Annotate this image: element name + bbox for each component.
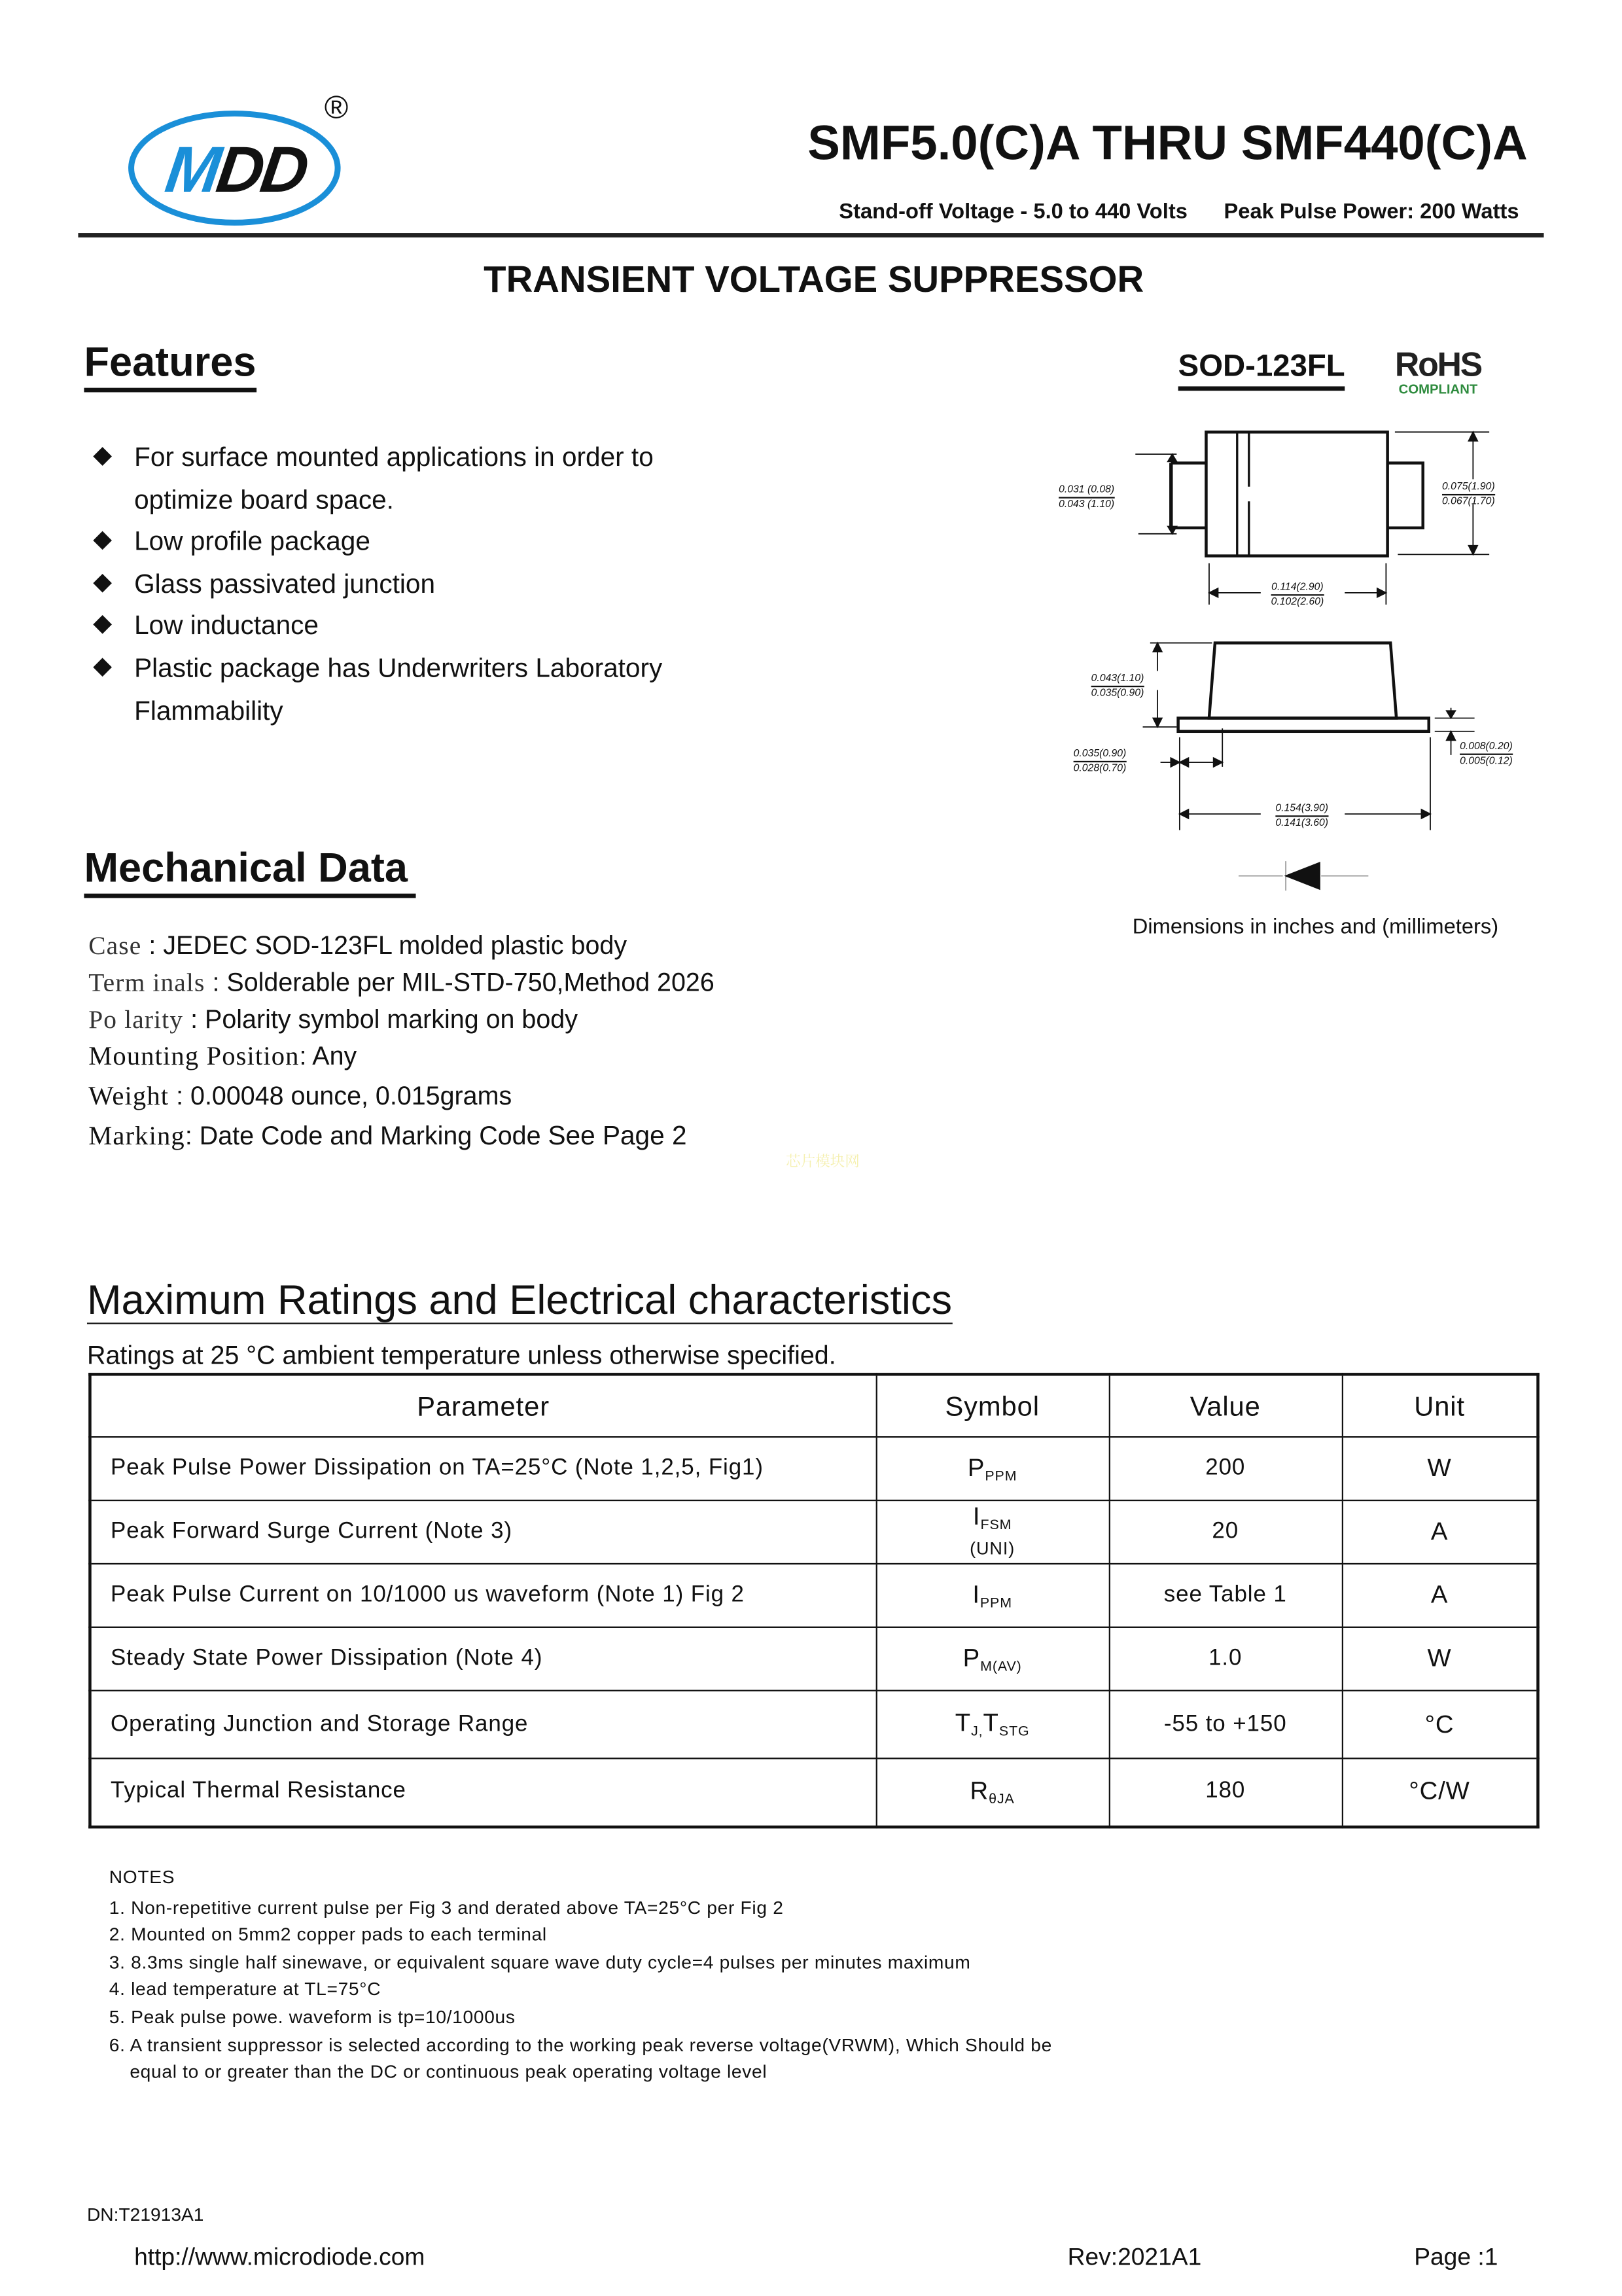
mech-row-case: Case : JEDEC SOD-123FL molded plastic body (88, 930, 627, 961)
ratings-heading: Maximum Ratings and Electrical characteristics (87, 1277, 952, 1324)
col-header-symbol: Symbol (876, 1374, 1109, 1437)
feature-item: Glass passivated junction (87, 563, 721, 605)
revision: Rev:2021A1 (1067, 2244, 1202, 2271)
mech-row-marking: Marking: Date Code and Marking Code See Page 2 (88, 1120, 687, 1150)
document-title: SMF5.0(C)A THRU SMF440(C)A (807, 115, 1528, 170)
ratings-table (88, 1373, 1540, 1828)
symbol-cell: $I_{FSM}$ (UNI) (876, 1500, 1109, 1564)
registered-mark: ® (324, 88, 349, 126)
dim-total-length: 0.154(3.90) 0.141(3.60) (1275, 802, 1328, 830)
col-header-value: Value (1109, 1374, 1342, 1437)
mechanical-list (88, 928, 714, 1155)
note-item: 1. Non-repetitive current pulse per Fig 3 and derated above TA=25°C per Fig 2 (109, 1897, 784, 1918)
rohs-logo: RoHS COMPLIANT (1394, 345, 1482, 397)
standoff-voltage: Stand-off Voltage - 5.0 to 440 Volts (839, 200, 1188, 224)
features-list (87, 436, 721, 732)
symbol-cell: $T_{J,}T_{STG}$ (876, 1691, 1109, 1759)
document-number: DN:T21913A1 (86, 2204, 204, 2225)
col-header-parameter: Parameter (90, 1374, 875, 1437)
header-rule (78, 233, 1543, 238)
table-row: Peak Pulse Current on 10/1000 us waveform (Note 1) Fig 2 $I_{PPM}$ see Table 1 A (90, 1564, 1538, 1627)
mech-row-terminals: Term inals : Solderable per MIL-STD-750,Method 2026 (88, 967, 714, 997)
dim-body-height: 0.075(1.90) 0.067(1.70) (1442, 481, 1495, 509)
watermark: 芯片模块网 (786, 1154, 860, 1171)
dim-lead-thickness: 0.008(0.20) 0.005(0.12) (1460, 740, 1513, 768)
mech-row-weight: Weight : 0.00048 ounce, 0.015grams (88, 1080, 512, 1110)
table-row: Peak Forward Surge Current (Note 3) $I_{FSM}$ (UNI) 20 A (90, 1500, 1538, 1564)
note-item: 5. Peak pulse powe. waveform is tp=10/1000us (109, 2007, 516, 2028)
symbol-cell: $I_{PPM}$ (876, 1564, 1109, 1627)
peak-pulse-power: Peak Pulse Power: 200 Watts (1224, 200, 1519, 224)
symbol-cell: $P_{M(AV)}$ (876, 1627, 1109, 1691)
feature-item: For surface mounted applications in order to optimize board space. (87, 436, 721, 521)
note-item: equal to or greater than the DC or continuous peak operating voltage level (130, 2061, 767, 2083)
diamond-bullet-icon (93, 447, 112, 466)
diamond-bullet-icon (93, 658, 112, 677)
table-row: Operating Junction and Storage Range $T_{J,}T_{STG}$ -55 to +150 °C (90, 1691, 1538, 1759)
svg-text:MDD: MDD (161, 133, 311, 206)
table-row: Peak Pulse Power Dissipation on TA=25°C (Note 1,2,5, Fig1) $P_{PPM}$ 200 W (90, 1437, 1538, 1500)
note-item: 2. Mounted on 5mm2 copper pads to each terminal (109, 1924, 547, 1945)
website-link[interactable]: http://www.microdiode.com (134, 2244, 425, 2271)
feature-item: Low profile package (87, 521, 721, 563)
features-heading: Features (84, 338, 256, 392)
table-row: Typical Thermal Resistance $R_{\theta JA}$ 180 °C/W (90, 1758, 1538, 1826)
mech-row-polarity: Po larity : Polarity symbol marking on body (88, 1004, 578, 1034)
package-name: SOD-123FL (1178, 347, 1345, 391)
notes-heading: NOTES (109, 1867, 175, 1888)
notes (109, 1864, 1052, 2087)
table-row: Steady State Power Dissipation (Note 4) $P_{M(AV)}$ 1.0 W (90, 1627, 1538, 1691)
diamond-bullet-icon (93, 616, 112, 635)
dim-height: 0.043(1.10) 0.035(0.90) (1091, 673, 1144, 701)
dimensions-caption: Dimensions in inches and (millimeters) (1132, 915, 1499, 940)
symbol-cell: $R_{\theta JA}$ (876, 1758, 1109, 1826)
note-item: 4. lead temperature at TL=75°C (109, 1979, 381, 2000)
diamond-bullet-icon (93, 573, 112, 592)
feature-item: Low inductance (87, 605, 721, 647)
table-header-row (90, 1374, 1538, 1437)
note-item: 6. A transient suppressor is selected according to the working peak reverse voltage(VRWM), Which Should be (109, 2034, 1052, 2055)
col-header-unit: Unit (1342, 1374, 1538, 1437)
mech-row-mounting: Mounting Position: Any (88, 1041, 357, 1071)
feature-item: Plastic package has Underwriters Laboratory Flammability (87, 647, 721, 732)
symbol-cell: $P_{PPM}$ (876, 1437, 1109, 1500)
ratings-note: Ratings at 25 °C ambient temperature unless otherwise specified. (86, 1340, 836, 1370)
dim-lead-length: 0.035(0.90) 0.028(0.70) (1074, 748, 1127, 776)
page-number: Page :1 (1414, 2244, 1498, 2271)
dim-lead-width: 0.031 (0.08) 0.043 (1.10) (1059, 484, 1114, 512)
note-item: 3. 8.3ms single half sinewave, or equivalent square wave duty cycle=4 pulses per minutes maximum (109, 1952, 971, 1973)
subtitle: TRANSIENT VOLTAGE SUPPRESSOR (484, 259, 1144, 301)
dim-body-length: 0.114(2.90) 0.102(2.60) (1271, 581, 1324, 609)
mdd-logo (127, 106, 348, 230)
mechanical-heading: Mechanical Data (84, 843, 416, 898)
diamond-bullet-icon (93, 531, 112, 550)
